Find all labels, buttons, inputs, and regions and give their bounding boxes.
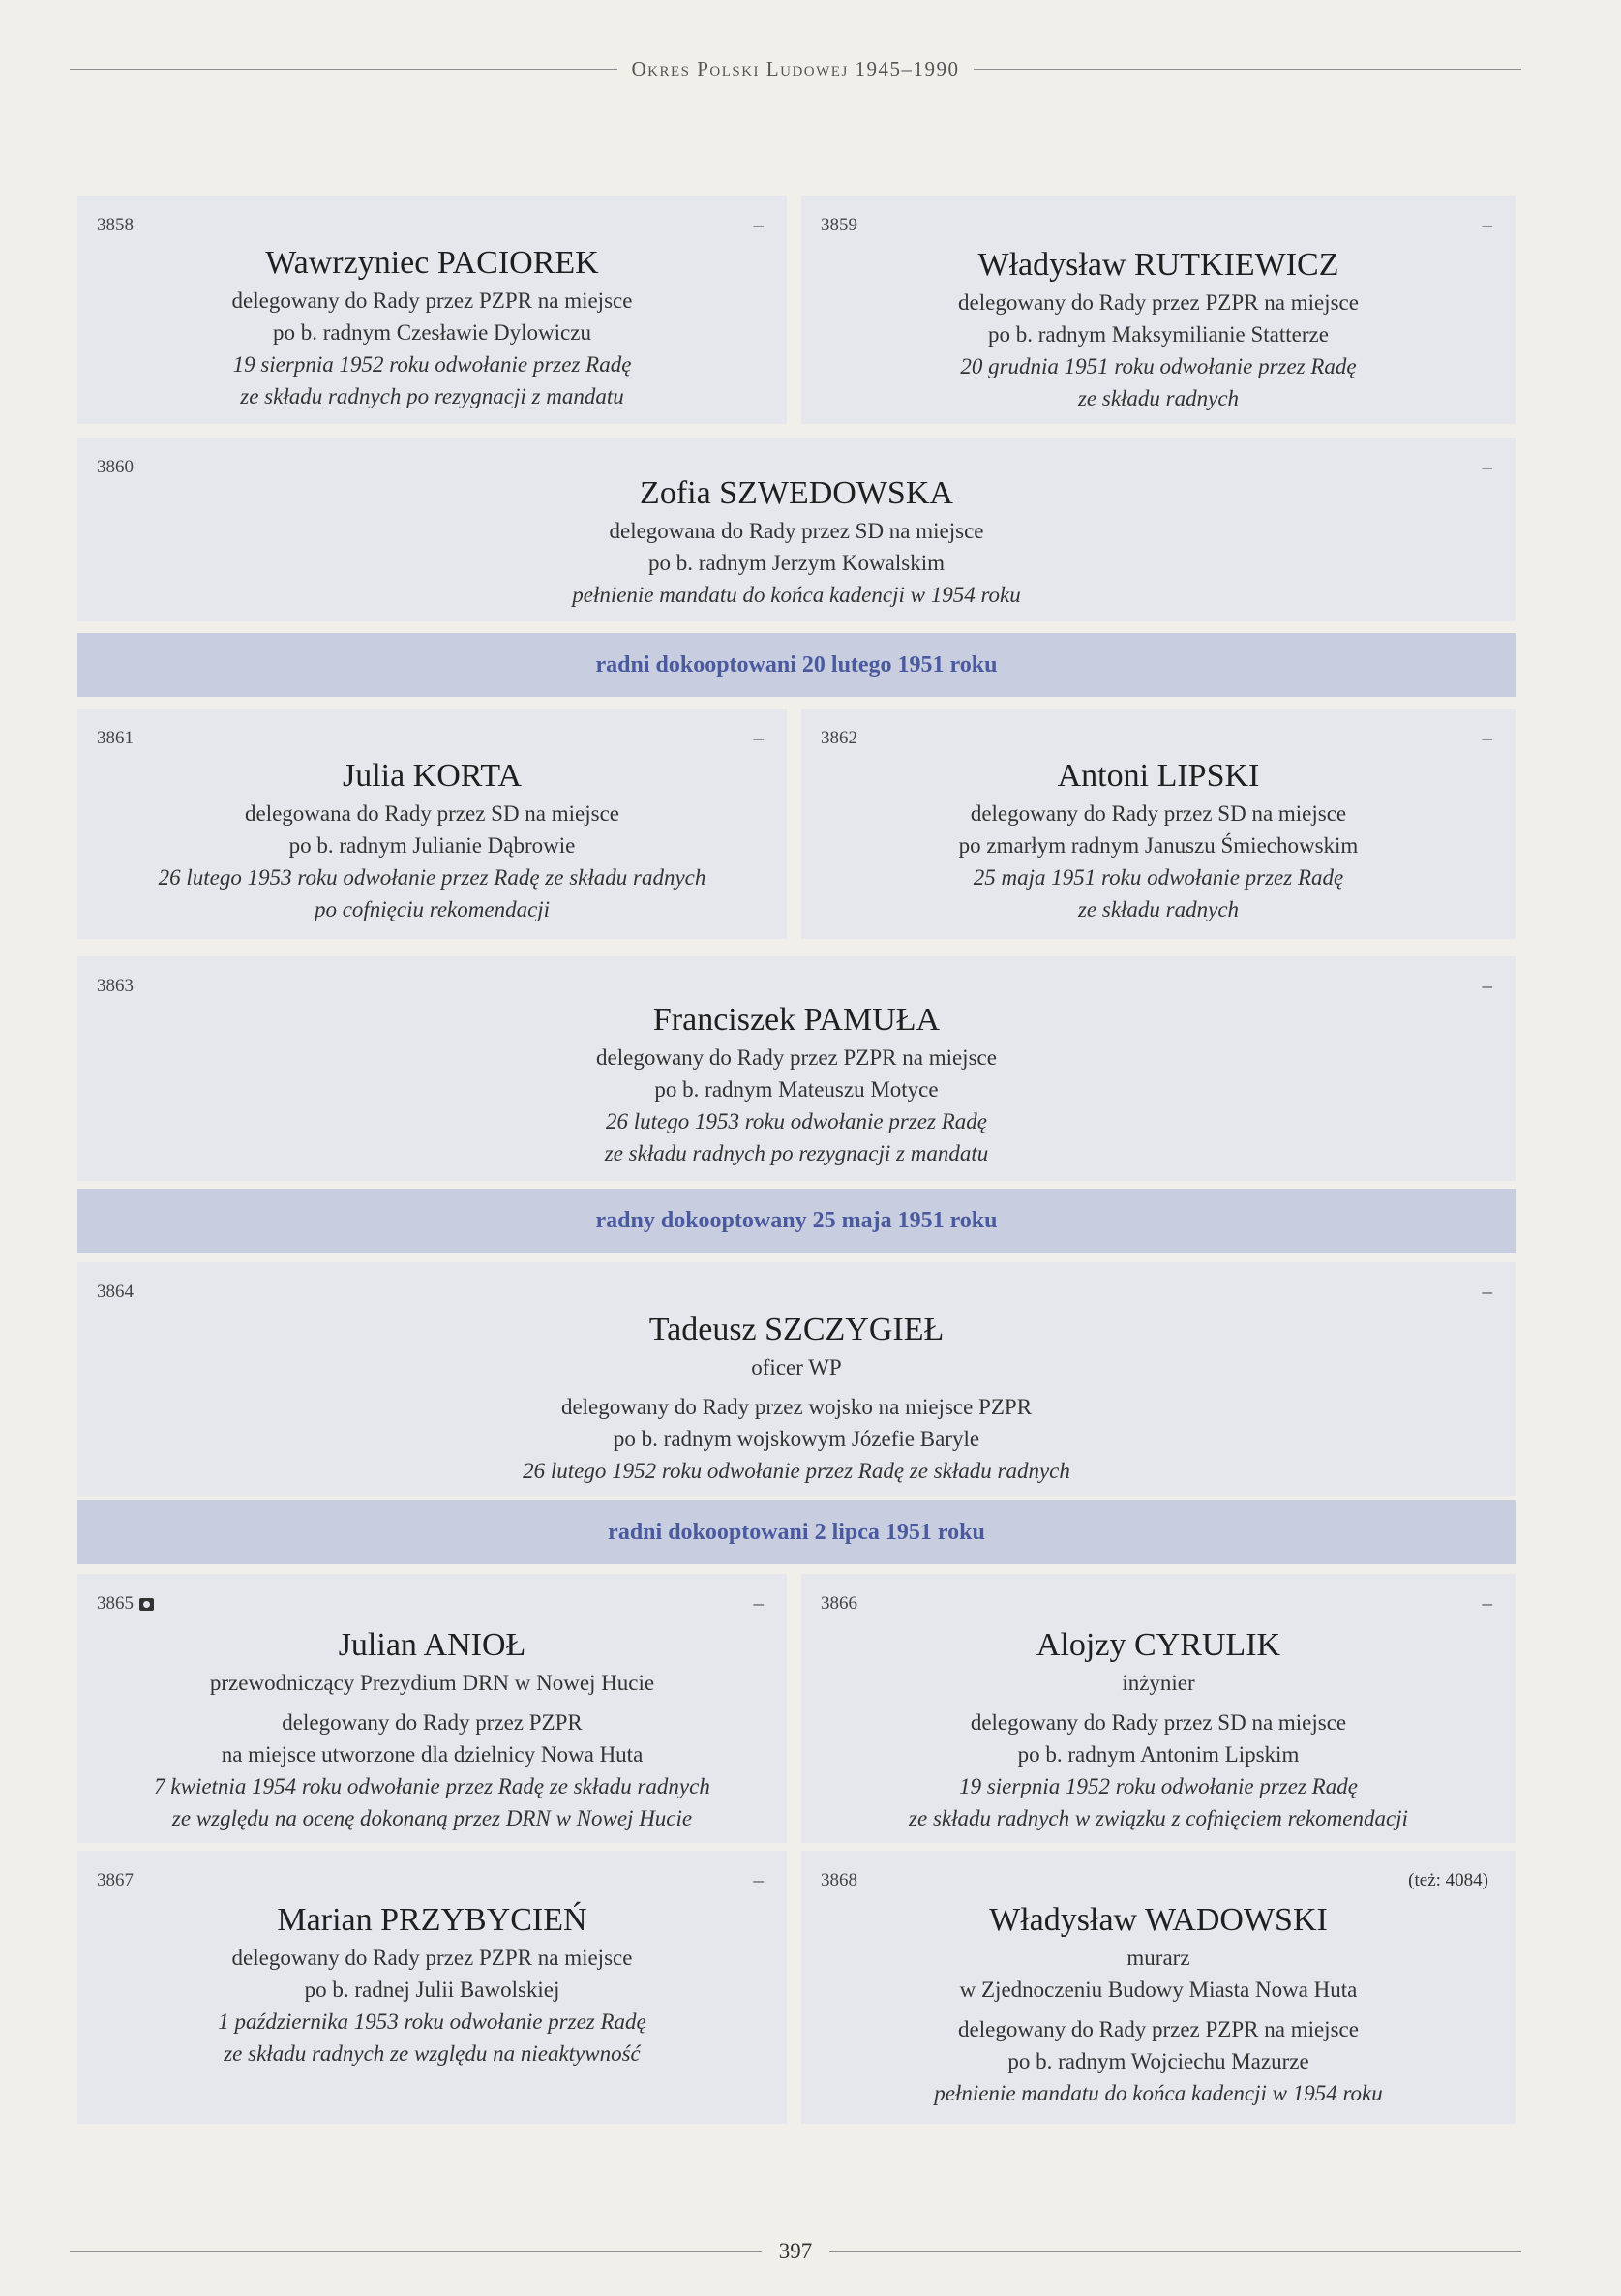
entry-number: 3867: [97, 1870, 134, 1890]
entry-flag: –: [753, 1591, 764, 1615]
predecessor-line: po b. radnym Julianie Dąbrowie: [288, 833, 576, 858]
entry-card-3863: [77, 956, 1516, 1181]
delegation-line: delegowany do Rady przez PZPR na miejsce: [958, 290, 1359, 315]
status-line: pełnienie mandatu do końca kadencji w 1954 roku: [934, 2081, 1383, 2105]
person-name: Alojzy CYRULIK: [1036, 1627, 1281, 1663]
status-line: 19 sierpnia 1952 roku odwołanie przez Radę: [232, 352, 632, 377]
delegation-line: delegowany do Rady przez PZPR na miejsce: [596, 1045, 997, 1070]
header-rule-left: [70, 69, 617, 70]
entry-number: 3862: [821, 728, 857, 748]
entry-flag: –: [753, 1868, 764, 1891]
entry-card-3861: [77, 709, 787, 939]
delegation-line: delegowany do Rady przez SD na miejsce: [970, 801, 1347, 826]
predecessor-line: po b. radnym Mateuszu Motyce: [654, 1077, 939, 1102]
delegation-line: delegowany do Rady przez SD na miejsce: [970, 1710, 1347, 1735]
person-name: Antoni LIPSKI: [1057, 758, 1260, 794]
occupation-line: przewodniczący Prezydium DRN w Nowej Hucie: [209, 1671, 655, 1695]
header-rule-right: [974, 69, 1521, 70]
entry-card-3867: [77, 1851, 787, 2124]
status-line: 19 sierpnia 1952 roku odwołanie przez Radę: [959, 1774, 1358, 1798]
status-line: ze składu radnych: [1077, 897, 1240, 921]
entry-number: 3866: [821, 1593, 857, 1614]
entry-card-3858: [77, 196, 787, 424]
entry-flag: –: [1482, 1591, 1492, 1615]
person-name: Julia KORTA: [342, 758, 523, 794]
person-name: Zofia SZWEDOWSKA: [640, 475, 953, 511]
predecessor-line: po zmarłym radnym Januszu Śmiechowskim: [958, 833, 1359, 858]
footer-rule-right: [829, 2251, 1521, 2252]
cross-reference: (też: 4084): [1408, 1870, 1488, 1890]
predecessor-line: po b. radnym Jerzym Kowalskim: [648, 551, 945, 575]
entry-flag: –: [1482, 726, 1492, 749]
predecessor-line: po b. radnym Wojciechu Mazurze: [1007, 2049, 1309, 2073]
status-line: po cofnięciu rekomendacji: [314, 897, 551, 921]
person-name: Wawrzyniec PACIOREK: [265, 245, 599, 281]
section-banner: radny dokooptowany 25 maja 1951 roku: [77, 1189, 1516, 1253]
entry-card-3860: [77, 438, 1516, 621]
status-line: 26 lutego 1953 roku odwołanie przez Radę ze składu radnych: [158, 865, 706, 890]
person-name: Władysław RUTKIEWICZ: [977, 247, 1339, 283]
status-line: 1 października 1953 roku odwołanie przez Radę: [218, 2009, 646, 2034]
status-line: pełnienie mandatu do końca kadencji w 1954 roku: [572, 583, 1021, 607]
status-line: ze składu radnych po rezygnacji z mandatu: [604, 1141, 989, 1165]
status-line: ze składu radnych w związku z cofnięciem rekomendacji: [909, 1806, 1408, 1830]
entry-card-3866: [801, 1574, 1516, 1843]
occupation-line: oficer WP: [751, 1355, 842, 1379]
status-line: ze składu radnych po rezygnacji z mandatu: [240, 384, 624, 408]
entry-number: 3864: [97, 1282, 134, 1302]
predecessor-line: po b. radnym Maksymilianie Statterze: [988, 322, 1329, 347]
entry-card-3868: [801, 1851, 1516, 2124]
status-line: 20 grudnia 1951 roku odwołanie przez Radę: [960, 354, 1357, 378]
status-line: 26 lutego 1953 roku odwołanie przez Radę: [606, 1109, 987, 1133]
running-header: [70, 54, 1521, 83]
status-line: ze składu radnych: [1077, 386, 1240, 410]
person-name: Władysław WADOWSKI: [989, 1902, 1328, 1938]
predecessor-line: po b. radnym Czesławie Dylowiczu: [273, 320, 591, 345]
entry-number-with-photo: [97, 1593, 154, 1615]
delegation-line: delegowana do Rady przez SD na miejsce: [244, 801, 620, 826]
status-line: 7 kwietnia 1954 roku odwołanie przez Radę ze składu radnych: [154, 1774, 710, 1798]
section-banner: radni dokooptowani 2 lipca 1951 roku: [77, 1500, 1516, 1564]
occupation-line: murarz: [1126, 1946, 1190, 1970]
entry-number: 3859: [821, 215, 857, 235]
status-line: ze składu radnych ze względu na nieaktywność: [224, 2041, 641, 2066]
page-number: 397: [778, 2239, 813, 2263]
entry-number: 3868: [821, 1870, 857, 1890]
entry-flag: –: [753, 213, 764, 236]
entry-flag: –: [1482, 974, 1492, 997]
person-name: Julian ANIOŁ: [338, 1627, 526, 1663]
workplace-line: w Zjednoczeniu Budowy Miasta Nowa Huta: [959, 1978, 1358, 2002]
person-name: Marian PRZYBYCIEŃ: [277, 1902, 587, 1938]
entry-flag: –: [1482, 1280, 1492, 1303]
status-line: ze względu na ocenę dokonaną przez DRN w Nowej Hucie: [171, 1806, 693, 1830]
entry-card-3859: [801, 196, 1516, 424]
delegation-line: delegowany do Rady przez PZPR na miejsce: [231, 288, 633, 313]
entry-number: 3860: [97, 457, 134, 477]
entry-card-3862: [801, 709, 1516, 939]
entry-card-3864: [77, 1262, 1516, 1496]
camera-icon: [139, 1598, 154, 1611]
delegation-line: delegowana do Rady przez SD na miejsce: [609, 519, 984, 543]
running-header-title: Okres Polski Ludowej 1945–1990: [631, 56, 960, 80]
person-name: Franciszek PAMUŁA: [652, 1002, 941, 1038]
status-line: 26 lutego 1952 roku odwołanie przez Radę ze składu radnych: [523, 1459, 1070, 1483]
delegation-line: delegowany do Rady przez wojsko na miejsce PZPR: [560, 1395, 1033, 1419]
entry-flag: –: [753, 726, 764, 749]
section-banner: radni dokooptowani 20 lutego 1951 roku: [77, 633, 1516, 697]
entry-flag: –: [1482, 213, 1492, 236]
predecessor-line: na miejsce utworzone dla dzielnicy Nowa Huta: [221, 1742, 644, 1767]
occupation-line: inżynier: [1122, 1671, 1195, 1695]
entry-number: 3863: [97, 976, 134, 996]
footer-rule-left: [70, 2251, 762, 2252]
delegation-line: delegowany do Rady przez PZPR: [282, 1710, 583, 1735]
predecessor-line: po b. radnej Julii Bawolskiej: [304, 1978, 560, 2002]
entry-number: 3865: [97, 1593, 134, 1614]
person-name: Tadeusz SZCZYGIEŁ: [648, 1312, 945, 1347]
delegation-line: delegowany do Rady przez PZPR na miejsce: [231, 1946, 633, 1970]
entry-number: 3858: [97, 215, 134, 235]
entry-card-3865: [77, 1574, 787, 1843]
entry-number: 3861: [97, 728, 134, 748]
entry-flag: –: [1482, 455, 1492, 478]
delegation-line: delegowany do Rady przez PZPR na miejsce: [958, 2017, 1359, 2041]
predecessor-line: po b. radnym Antonim Lipskim: [1017, 1742, 1300, 1767]
status-line: 25 maja 1951 roku odwołanie przez Radę: [973, 865, 1344, 890]
page-footer: [70, 2234, 1521, 2269]
predecessor-line: po b. radnym wojskowym Józefie Baryle: [613, 1427, 980, 1451]
